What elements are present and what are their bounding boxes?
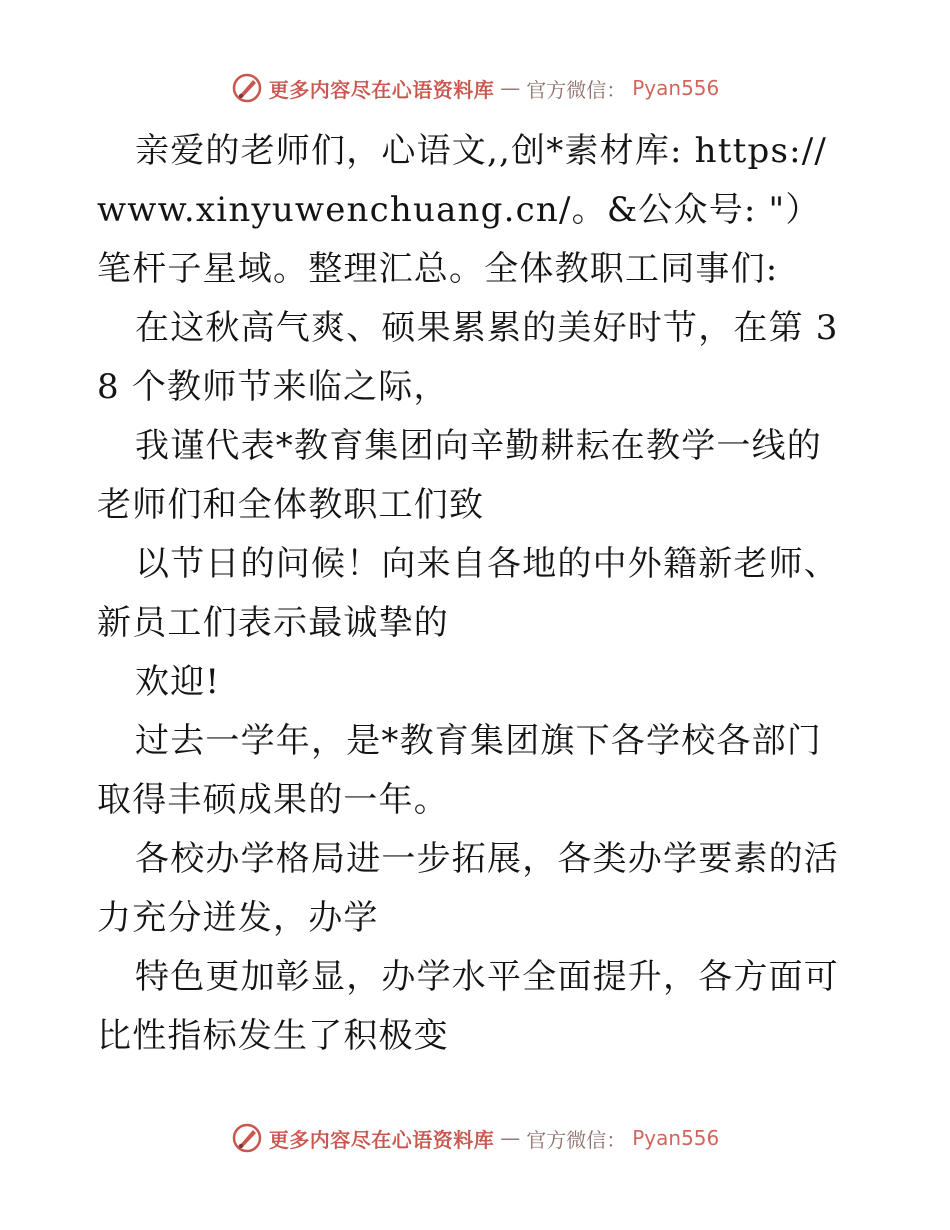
watermark-separator: — [500,76,521,100]
document-body [97,122,853,1066]
footer-watermark [0,1122,950,1154]
paragraph-past-year: 过去一学年，是*教育集团旗下各学校各部门取得丰硕成果的一年。 [97,721,822,820]
watermark-brand: 更多内容尽在心语资料库 [268,1127,495,1152]
header-watermark [0,72,950,104]
paragraph-occasion: 在这秋高气爽、硕果累累的美好时节，在第 38 个教师节来临之际， [97,308,839,407]
paragraph-greeting: 亲爱的老师们，心语文,,创*素材库: https://www.xinyuwenchuang.cn/。&公众号: "）笔杆子星域。整理汇总。全体教职工同事们: [97,131,828,289]
watermark-wechat-id: Pyan556 [632,1126,720,1150]
paragraph-welcome: 欢迎! [135,662,221,702]
paragraph-features: 特色更加彰显，办学水平全面提升，各方面可比性指标发生了积极变 [97,957,839,1056]
watermark-brand: 更多内容尽在心语资料库 [268,77,495,102]
watermark-wechat-id: Pyan556 [632,76,720,100]
watermark-separator: — [500,1126,521,1150]
paragraph-regards: 以节日的问候！向来自各地的中外籍新老师、新员工们表示最诚挚的 [97,544,839,643]
paragraph-representing: 我谨代表*教育集团向辛勤耕耘在教学一线的老师们和全体教职工们致 [97,426,822,525]
watermark-label: 官方微信： [526,1127,627,1152]
quill-seal-logo-icon [231,72,263,104]
quill-seal-logo-icon [231,1122,263,1154]
paragraph-school-layout: 各校办学格局进一步拓展，各类办学要素的活力充分迸发，办学 [97,839,839,938]
watermark-label: 官方微信： [526,77,627,102]
